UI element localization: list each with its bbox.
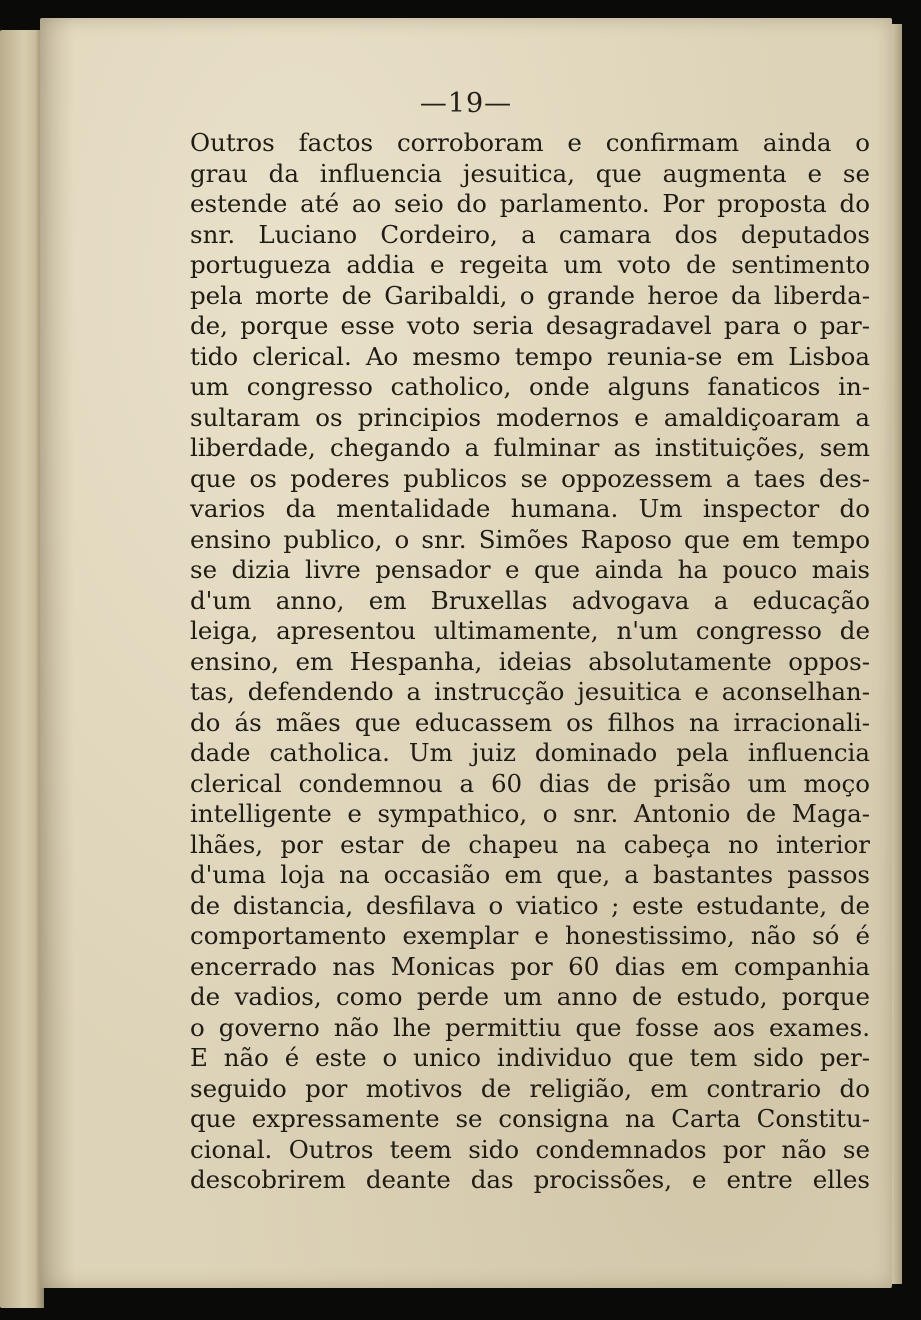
text-line: d'uma loja na occasião em que, a bastantes passos	[190, 860, 870, 889]
text-line: grau da influencia jesuitica, que augmenta e se	[190, 158, 870, 188]
text-line: de vadios, como perde um anno de estudo, porque	[190, 982, 870, 1011]
text-line: varios da mentalidade humana. Um inspector do	[190, 494, 870, 523]
text-line: descobrirem deante das procissões, e entre elles	[190, 1165, 870, 1194]
text-line: de distancia, desfilava o viatico ; este estudante, de	[190, 890, 870, 920]
book-spread	[0, 18, 900, 1308]
text-line: lhães, por estar de chapeu na cabeça no interior	[190, 829, 870, 859]
text-line: que expressamente se consigna na Carta Constitu-	[190, 1104, 870, 1133]
text-line: que os poderes publicos se oppozessem a taes des-	[190, 463, 870, 493]
text-line: um congresso catholico, onde alguns fanaticos in-	[190, 372, 870, 401]
text-line: seguido por motivos de religião, em contrario do	[190, 1073, 870, 1103]
text-line: intelligente e sympathico, o snr. Antonio de Maga-	[190, 799, 870, 828]
text-line: ensino, em Hespanha, ideias absolutamente oppos-	[190, 646, 870, 676]
body-text	[190, 128, 870, 1196]
page-number: —19—	[419, 88, 513, 119]
text-line: o governo não lhe permittiu que fosse aos exames.	[190, 1012, 870, 1042]
left-page-edge	[0, 30, 44, 1308]
text-line: tido clerical. Ao mesmo tempo reunia-se em Lisboa	[190, 341, 870, 371]
text-line: snr. Luciano Cordeiro, a camara dos deputados	[190, 219, 870, 249]
page-edge	[892, 24, 902, 1284]
scanned-page	[40, 18, 892, 1288]
text-line: pela morte de Garibaldi, o grande heroe da liberda-	[190, 280, 870, 310]
text-line: E não é este o unico individuo que tem sido per-	[190, 1043, 870, 1072]
text-line: tas, defendendo a instrucção jesuitica e aconselhan-	[190, 677, 870, 706]
text-line: leiga, apresentou ultimamente, n'um congresso de	[190, 616, 870, 645]
text-line: ensino publico, o snr. Simões Raposo que em tempo	[190, 524, 870, 554]
text-line: se dizia livre pensador e que ainda ha pouco mais	[190, 555, 870, 584]
text-line: comportamento exemplar e honestissimo, não só é	[190, 921, 870, 950]
text-line: do ás mães que educassem os filhos na irracionali-	[190, 707, 870, 737]
text-line: portugueza addia e regeita um voto de sentimento	[190, 250, 870, 279]
text-line: liberdade, chegando a fulminar as instituições, sem	[190, 433, 870, 462]
text-line: encerrado nas Monicas por 60 dias em companhia	[190, 951, 870, 981]
text-line: Outros factos corroboram e confirmam ainda o	[190, 128, 870, 157]
text-line: sultaram os principios modernos e amaldiçoaram a	[190, 402, 870, 432]
text-line: estende até ao seio do parlamento. Por proposta do	[190, 189, 870, 218]
text-line: dade catholica. Um juiz dominado pela influencia	[190, 738, 870, 767]
text-line: clerical condemnou a 60 dias de prisão um moço	[190, 768, 870, 798]
text-line: de, porque esse voto seria desagradavel para o par-	[190, 311, 870, 340]
text-line: cional. Outros teem sido condemnados por não se	[190, 1134, 870, 1164]
text-line: d'um anno, em Bruxellas advogava a educação	[190, 585, 870, 615]
